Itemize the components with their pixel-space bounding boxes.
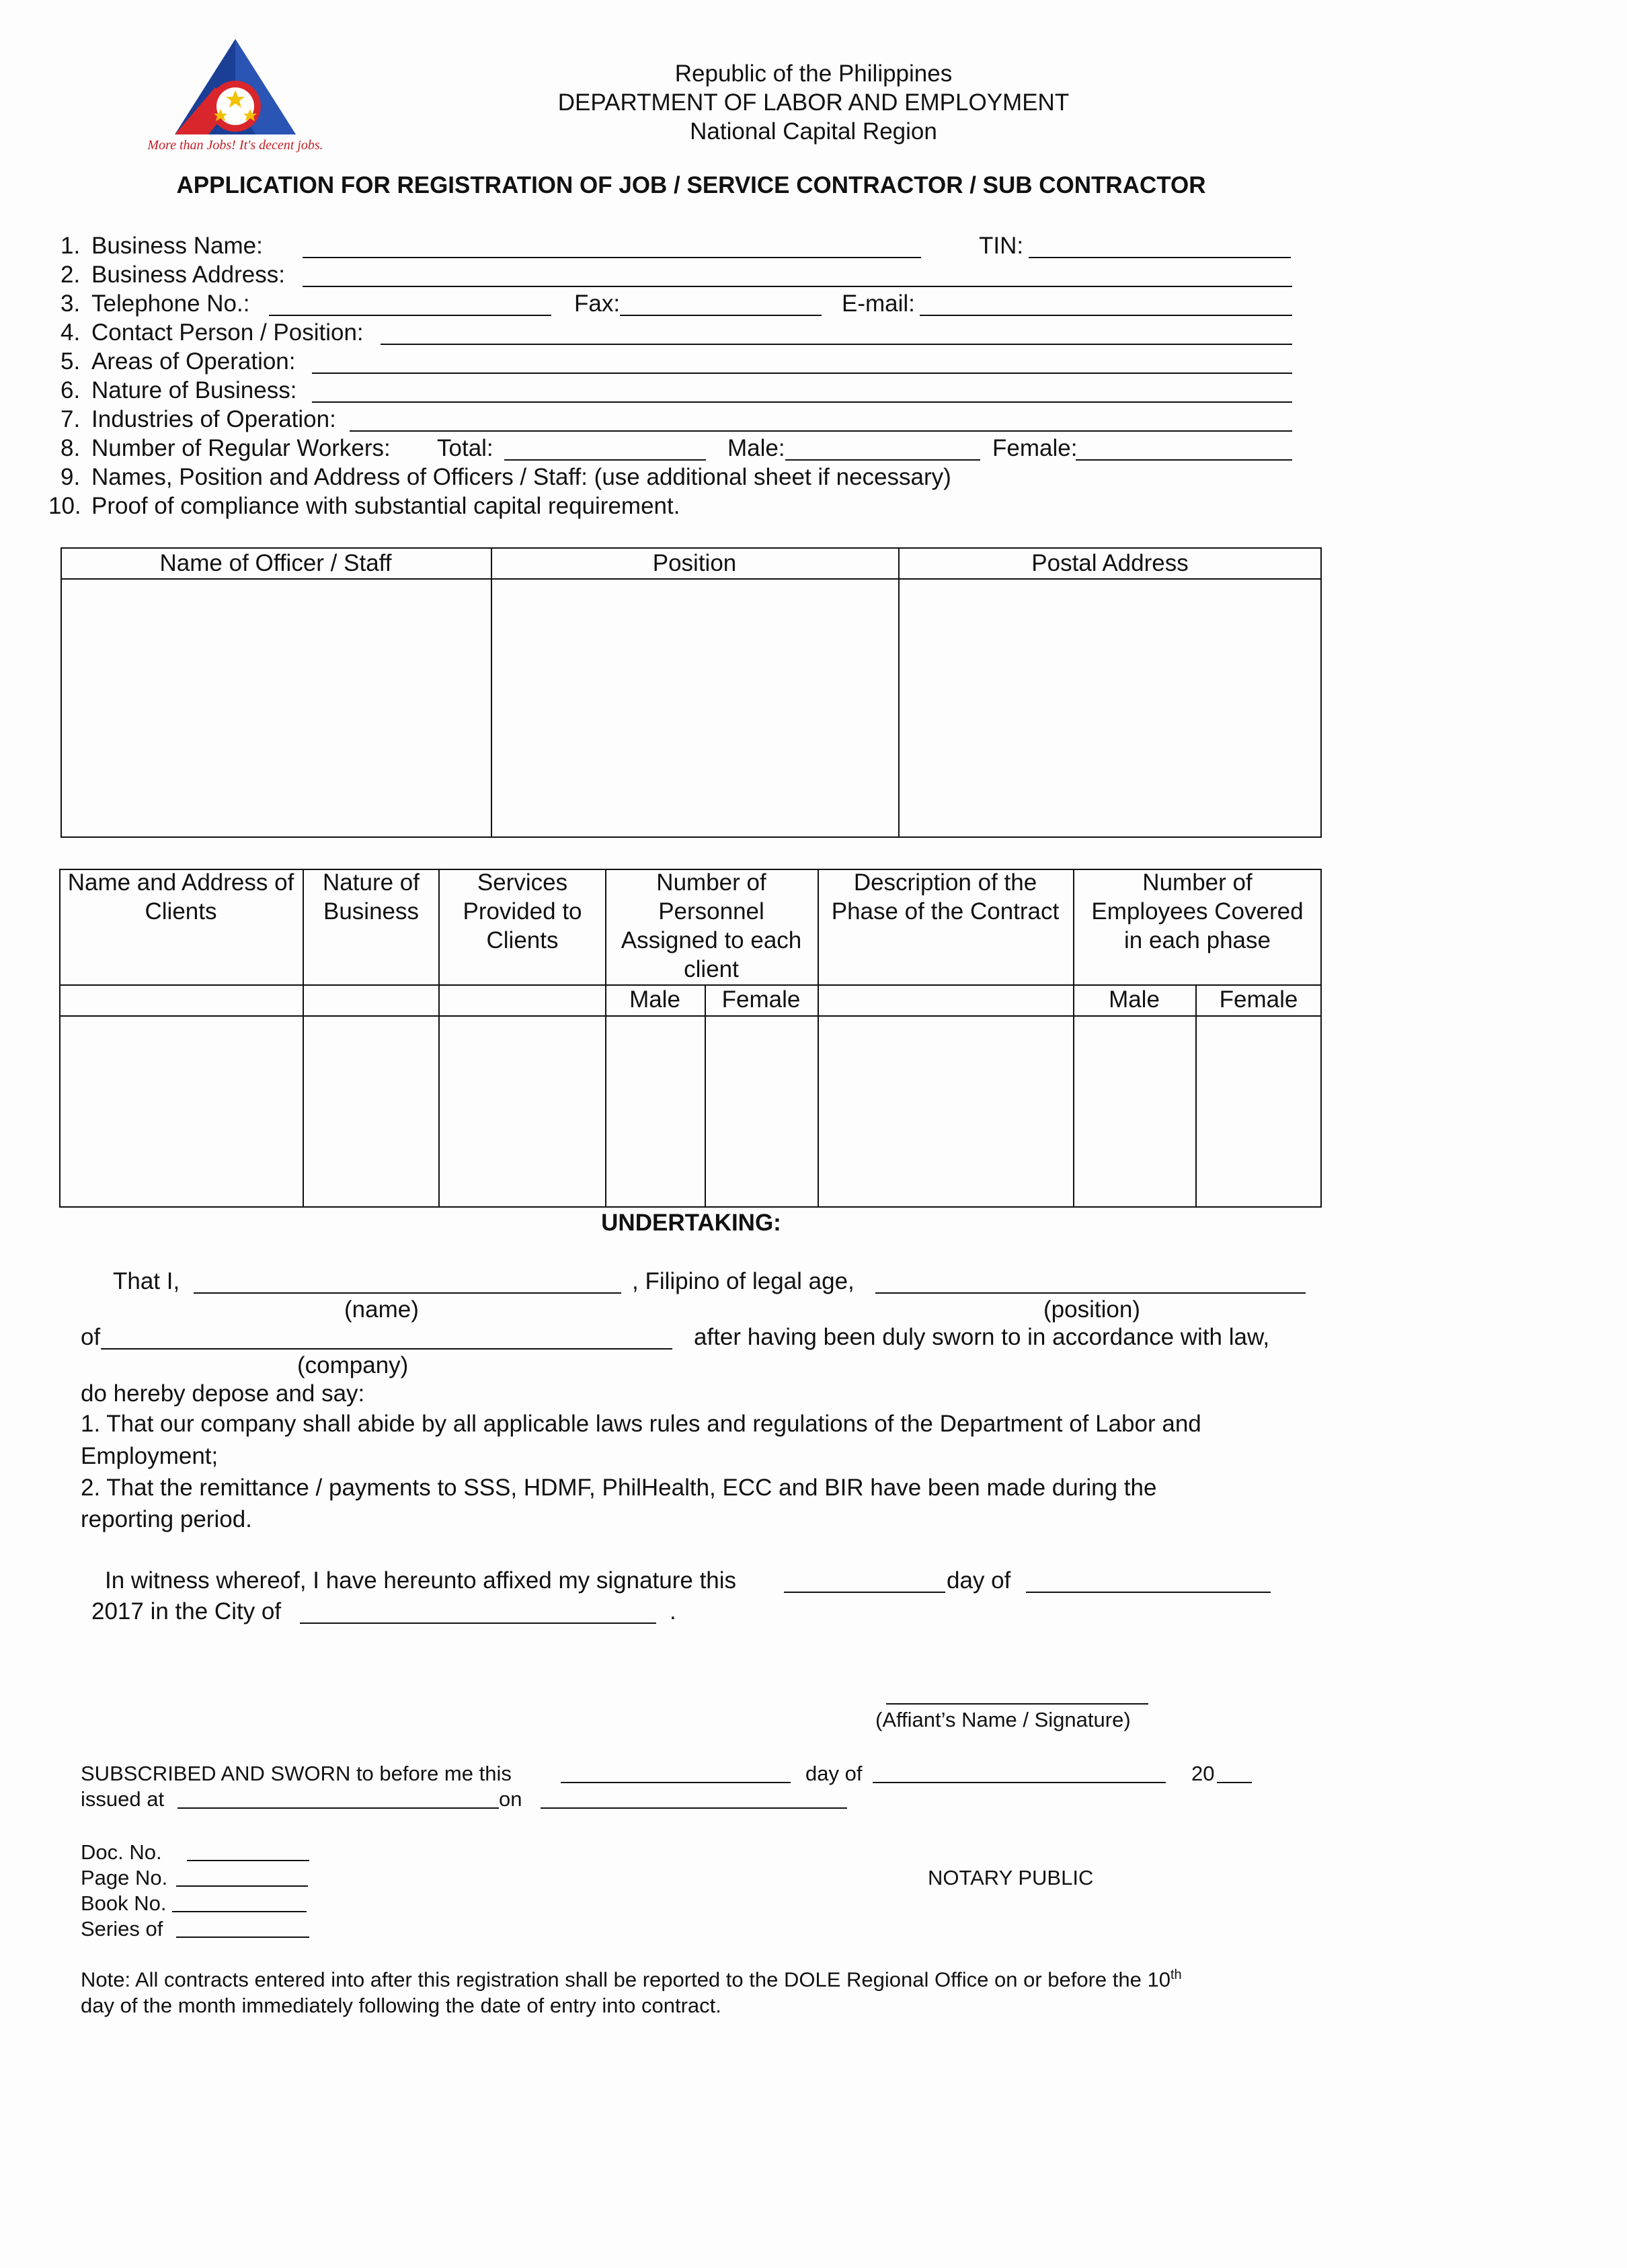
doc-no-label: Doc. No. [81,1840,162,1864]
that-i-text: That I, [113,1268,180,1294]
subscribed-day-input[interactable] [561,1782,791,1783]
page-no-label: Page No. [81,1866,168,1889]
witness-day-text: day of [947,1567,1011,1594]
email-input[interactable] [920,315,1292,316]
affiant-position-input[interactable] [875,1292,1306,1294]
clients-cell-description[interactable] [820,1018,1070,1205]
field-business-address-label: Business Address: [91,262,285,288]
clients-col-divider-5 [1073,869,1074,1208]
nature-input[interactable] [312,401,1292,403]
issued-on-text: on [499,1787,522,1811]
officers-col-divider-2 [898,547,900,838]
series-label: Series of [81,1917,163,1941]
clients-col-divider-1 [303,869,304,1208]
clients-col-divider-3b [705,984,706,1208]
officers-cell-address[interactable] [901,581,1319,835]
clients-cell-employees-male[interactable] [1076,1018,1193,1205]
field-10-num: 10. [48,493,81,519]
officers-header-address: Postal Address [1031,550,1189,576]
issued-at-input[interactable] [177,1807,499,1809]
undertaking-title: UNDERTAKING: [601,1210,781,1236]
field-areas-label: Areas of Operation: [91,348,296,375]
field-business-name-label: Business Name: [91,233,263,259]
field-7-num: 7. [61,406,81,432]
form-title: APPLICATION FOR REGISTRATION OF JOB / SERVICE CONTRACTOR / SUB CONTRACTOR [176,172,1206,198]
field-nature-label: Nature of Business: [91,377,297,403]
subscribed-year-input[interactable] [1217,1782,1252,1783]
clients-col-divider-5b [1195,984,1197,1208]
female-input[interactable] [1076,459,1292,461]
field-officers-label: Names, Position and Address of Officers / Staff: (use additional sheet if necessary) [91,464,951,490]
series-input[interactable] [176,1937,309,1938]
of-text: of [81,1324,101,1350]
officers-header-position: Position [652,550,737,576]
employees-female-header: Female [1219,986,1298,1013]
clients-cell-personnel-male[interactable] [608,1018,702,1205]
employees-male-header: Male [1109,986,1160,1013]
clients-col-divider-2 [438,869,440,1208]
field-3-num: 3. [61,290,81,317]
notary-public-label: NOTARY PUBLIC [928,1866,1094,1889]
subscribed-month-input[interactable] [873,1782,1166,1783]
witness-end-period: . [670,1598,676,1625]
personnel-female-header: Female [721,986,801,1013]
note-sup: th [1170,1967,1182,1982]
page-no-input[interactable] [176,1885,308,1887]
officers-col-divider-1 [491,547,492,838]
logo-tagline-1: More than Jobs! It's decent jobs. [147,138,323,153]
position-caption: (position) [1043,1296,1140,1323]
areas-input[interactable] [312,373,1292,374]
clients-col-divider-3 [605,869,606,1208]
clients-cell-personnel-female[interactable] [707,1018,815,1205]
clients-subheader-bottom [59,1015,1322,1017]
witness-text: In witness whereof, I have hereunto affixed my signature this [105,1567,737,1594]
subscribed-text: SUBSCRIBED AND SWORN to before me this [81,1762,512,1785]
clients-cell-name-address[interactable] [62,1018,300,1205]
field-1-num: 1. [61,233,81,259]
field-contact-person-label: Contact Person / Position: [91,319,364,346]
clients-cell-nature[interactable] [305,1018,436,1205]
note-line-2: day of the month immediately following the date of entry into contract. [81,1994,721,2017]
tin-label: TIN: [979,233,1024,259]
note-line-1 [81,1967,1182,1992]
header-republic: Republic of the Philippines [674,61,953,87]
telephone-input[interactable] [269,315,551,316]
field-2-num: 2. [61,262,81,288]
clients-header-services: Services Provided to Clients [463,869,582,953]
clients-header-name-address: Name and Address of Clients [67,869,294,925]
issued-at-text: issued at [81,1787,165,1811]
company-input[interactable] [101,1348,672,1350]
contact-person-input[interactable] [381,344,1292,345]
field-8-num: 8. [61,435,81,461]
clients-cell-employees-female[interactable] [1198,1018,1319,1205]
male-input[interactable] [785,459,980,461]
note-text-1: Note: All contracts entered into after this registration shall be reported to the DOLE Regional Office on or before the 10 [81,1967,1170,1992]
doc-no-input[interactable] [187,1860,309,1861]
affiant-signature-input[interactable] [886,1703,1148,1705]
business-name-input[interactable] [303,257,921,258]
company-caption: (company) [297,1352,409,1378]
field-industries-label: Industries of Operation: [91,406,336,432]
female-label: Female: [992,435,1078,461]
fax-label: Fax: [574,290,621,317]
sworn-text: after having been duly sworn to in accordance with law, [694,1324,1270,1350]
field-4-num: 4. [61,319,81,346]
business-address-input[interactable] [303,286,1292,287]
personnel-male-header: Male [629,986,680,1013]
clients-header-nature: Nature of Business [323,869,420,925]
field-capital-label: Proof of compliance with substantial capital requirement. [91,493,680,519]
officers-cell-position[interactable] [493,581,896,835]
header-region: National Capital Region [690,118,937,145]
subscribed-year-text: 20 [1191,1762,1215,1785]
total-input[interactable] [504,459,706,461]
witness-year-text: 2017 in the City of [91,1598,282,1625]
book-no-label: Book No. [81,1891,167,1915]
witness-city-input[interactable] [300,1622,656,1624]
undertaking-item-1b: Employment; [81,1443,219,1469]
issued-on-input[interactable] [541,1807,847,1809]
undertaking-item-2b: reporting period. [81,1506,252,1532]
affiant-caption: (Affiant’s Name / Signature) [875,1708,1131,1731]
book-no-input[interactable] [172,1911,307,1912]
male-label: Male: [727,435,785,461]
clients-header-employees: Number of Employees Covered in each phase [1091,869,1304,953]
header-department: DEPARTMENT OF LABOR AND EMPLOYMENT [557,89,1070,116]
filipino-text: , Filipino of legal age, [632,1268,855,1294]
undertaking-item-2a: 2. That the remittance / payments to SSS, HDMF, PhilHealth, ECC and BIR have been made during the [81,1475,1157,1501]
depose-text: do hereby depose and say: [81,1380,365,1407]
tin-input[interactable] [1029,257,1291,258]
total-label: Total: [437,435,493,461]
field-workers-label: Number of Regular Workers: [91,435,391,461]
officers-cell-name[interactable] [63,581,488,835]
officers-header-divider [61,578,1322,580]
clients-col-divider-4 [818,869,819,1208]
clients-cell-services[interactable] [441,1018,602,1205]
field-9-num: 9. [61,464,81,490]
field-5-num: 5. [61,348,81,375]
field-6-num: 6. [61,377,81,403]
officers-header-name: Name of Officer / Staff [159,550,392,576]
industries-input[interactable] [350,430,1292,432]
witness-day-input[interactable] [784,1592,945,1593]
email-label: E-mail: [842,290,915,317]
name-caption: (name) [344,1296,419,1323]
affiant-name-input[interactable] [194,1292,621,1294]
witness-month-input[interactable] [1026,1592,1271,1593]
fax-input[interactable] [620,315,822,316]
clients-header-personnel: Number of Personnel Assigned to each client [621,869,802,982]
undertaking-item-1a: 1. That our company shall abide by all applicable laws rules and regulations of the Department of Labor and [81,1411,1201,1437]
subscribed-day-of-text: day of [805,1762,863,1785]
field-telephone-label: Telephone No.: [91,290,250,317]
clients-header-description: Description of the Phase of the Contract [831,869,1060,925]
